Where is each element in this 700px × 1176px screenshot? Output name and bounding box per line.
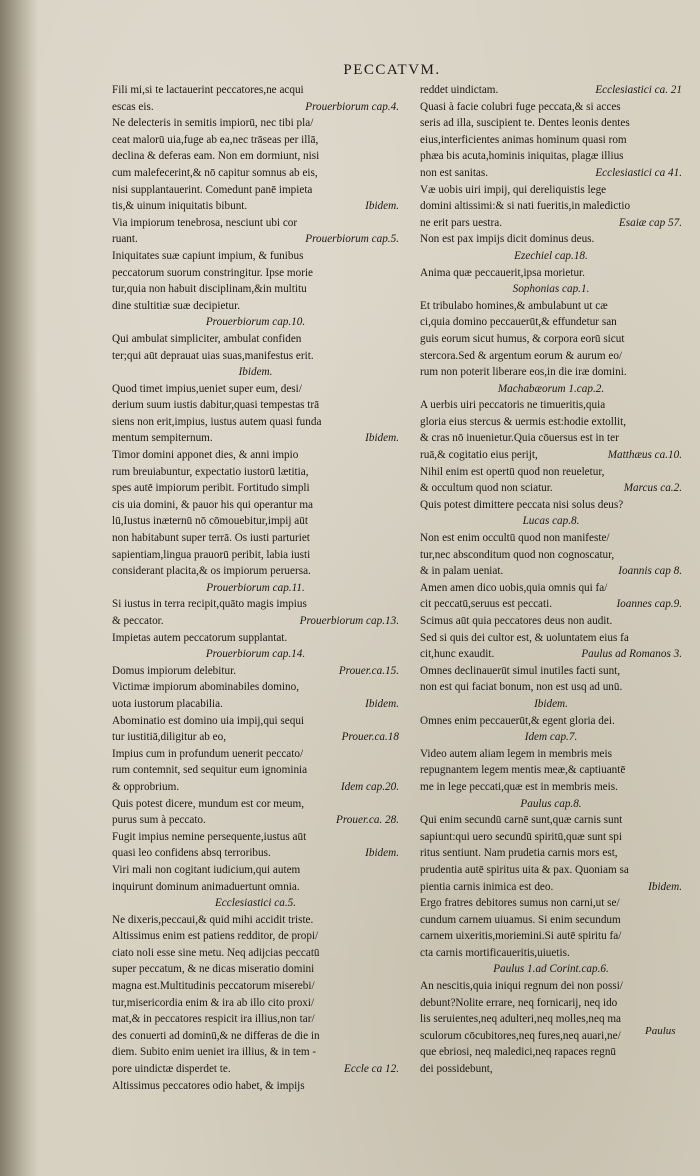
- text-line: [112, 314, 399, 331]
- text-line: [112, 928, 399, 945]
- text-line: [112, 348, 399, 365]
- line-text: declina & deferas eam. Non em dormiunt, nisi: [112, 150, 320, 163]
- text-line: [112, 879, 399, 896]
- text-line: [112, 1011, 399, 1028]
- line-text: quasi leo confidens absq terroribus.: [112, 847, 271, 860]
- text-line: [420, 364, 682, 381]
- page-gutter-shadow: [0, 0, 38, 1176]
- line-text: domini altissimi:& si nati fueritis,in maledictio: [420, 200, 631, 213]
- line-text: cis uia domini, & pauor his qui operantur ma: [112, 498, 314, 511]
- line-text: gloria eius stercus & uermis est:hodie extollit,: [420, 415, 626, 428]
- line-text: derium suum iustis dabitur,quasi tempestas trā: [112, 399, 320, 412]
- line-text: rum non poterit liberare eos,in die iræ domini.: [420, 366, 627, 379]
- text-line: [420, 265, 682, 282]
- text-line: [420, 430, 682, 447]
- line-text: dei possidebunt,: [420, 1063, 493, 1076]
- line-text: cum malefecerint,& nō capitur somnus ab eis,: [112, 166, 318, 179]
- text-line: [112, 231, 399, 248]
- text-line: [420, 82, 682, 99]
- text-line: [112, 364, 399, 381]
- scripture-reference: Prouerbiorum cap.14.: [205, 648, 306, 661]
- text-line: [112, 298, 399, 315]
- text-line: [112, 679, 399, 696]
- line-text: Nihil enim est opertū quod non reueletur,: [420, 465, 605, 478]
- line-text: peccatorum suorum constringitur. Ipse morie: [112, 266, 314, 279]
- line-text: Ne dixeris,peccaui,& quid mihi accidit triste.: [112, 913, 314, 926]
- text-line: [112, 430, 399, 447]
- text-line: [112, 563, 399, 580]
- scripture-reference: Ecclesiastici ca. 21: [595, 84, 682, 96]
- line-text: & in palam ueniat.: [420, 565, 504, 578]
- text-line: [112, 480, 399, 497]
- scripture-reference: Prouerbiorum cap.10.: [205, 316, 306, 329]
- line-text: inquirunt dominum animaduertunt omnia.: [112, 880, 300, 893]
- scripture-reference: Prouer.ca.18: [341, 731, 399, 744]
- text-line: [420, 115, 682, 132]
- line-text: pore uindictæ disperdet te.: [112, 1063, 231, 1076]
- line-text: Omnes enim peccauerūt,& egent gloria dei.: [420, 714, 615, 727]
- text-line: [420, 497, 682, 514]
- text-line: [420, 812, 682, 829]
- scripture-reference: Prouerbiorum cap.11.: [206, 581, 305, 594]
- text-line: [420, 912, 682, 929]
- line-text: A uerbis uiri peccatoris ne timueritis,quia: [420, 399, 606, 412]
- line-text: tis,& uinum iniquitatis bibunt.: [112, 200, 248, 213]
- scripture-reference: Ezechiel cap.18.: [514, 249, 588, 262]
- line-text: Victimæ impiorum abominabiles domino,: [112, 681, 300, 694]
- line-text: & peccator.: [112, 615, 164, 627]
- line-text: Quis potest dimittere peccata nisi solus deus?: [420, 498, 624, 511]
- text-line: [112, 497, 399, 514]
- scripture-reference: Lucas cap.8.: [522, 515, 580, 528]
- line-text: Amen amen dico uobis,quia omnis qui fa/: [420, 581, 608, 594]
- line-text: rum breuiabuntur, expectatio iustorū lætitia,: [112, 465, 309, 478]
- text-line: [112, 829, 399, 846]
- text-line: [112, 165, 399, 182]
- text-line: [112, 746, 399, 763]
- catchword: Paulus: [645, 1025, 676, 1037]
- text-line: [112, 198, 399, 215]
- line-text: & occultum quod non sciatur.: [420, 482, 553, 495]
- text-line: [112, 713, 399, 730]
- line-text: Video autem aliam legem in membris meis: [420, 747, 612, 760]
- line-text: Timor domini apponet dies, & anni impio: [112, 449, 299, 462]
- text-line: [420, 879, 682, 896]
- text-line: [420, 314, 682, 331]
- text-line: [420, 796, 682, 813]
- text-line: [420, 762, 682, 779]
- line-text: carnem uixeritis,moriemini.Si autē spiritu fa/: [420, 930, 622, 943]
- line-text: lū,Iustus inæternū nō cōmouebitur,impij aūt: [112, 515, 308, 528]
- line-text: Altissimus enim est patiens redditor, de propi/: [112, 930, 319, 943]
- line-text: Quasi à facie colubri fuge peccata,& si acces: [420, 100, 621, 113]
- line-text: tur,nec absconditum quod non cognoscatur,: [420, 548, 615, 561]
- text-line: [420, 829, 682, 846]
- text-line: [420, 480, 682, 497]
- text-line: [420, 746, 682, 763]
- line-text: ci,quia domino peccauerūt,& effundetur san: [420, 316, 617, 329]
- line-text: ciato noli esse sine metu. Neq adijcias peccatū: [112, 946, 320, 959]
- scripture-reference: Machabæorum 1.cap.2.: [497, 382, 605, 395]
- line-text: purus sum à peccato.: [112, 814, 206, 827]
- text-line: [112, 895, 399, 912]
- line-text: & opprobrium.: [112, 780, 180, 793]
- text-line: [420, 530, 682, 547]
- line-text: Scimus aūt quia peccatores deus non audit.: [420, 615, 613, 627]
- text-line: [420, 663, 682, 680]
- text-line: [112, 182, 399, 199]
- line-text: Ne delecteris in semitis impiorū, nec tibi pla/: [112, 117, 314, 130]
- line-text: ruā,& cogitatio eius perijt,: [420, 449, 538, 462]
- text-line: [420, 298, 682, 315]
- text-line: [112, 729, 399, 746]
- line-text: diem. Subito enim ueniet ira illius, & in tem -: [112, 1046, 317, 1059]
- text-line: [112, 148, 399, 165]
- line-text: Omnes declinauerūt simul inutiles facti sunt,: [420, 664, 621, 677]
- text-line: [420, 961, 682, 978]
- line-text: Iniquitates suæ capiunt impium, & funibus: [112, 249, 304, 262]
- scripture-reference: Matthæus ca.10.: [607, 449, 682, 462]
- line-text: Via impiorum tenebrosa, nesciunt ubi cor: [112, 216, 298, 229]
- scripture-reference: Ioannis cap 8.: [618, 565, 682, 578]
- text-line: [420, 696, 682, 713]
- text-line: [112, 596, 399, 613]
- line-text: des conuerti ad dominū,& ne differas de die in: [112, 1029, 320, 1042]
- text-line: [112, 961, 399, 978]
- line-text: me in lege peccati,quæ est in membris meis.: [420, 780, 618, 793]
- scripture-reference: Paulus ad Romanos 3.: [581, 648, 682, 661]
- line-text: Si iustus in terra recipit,quāto magis impius: [112, 598, 307, 611]
- line-text: sapientiam,lingua prauorū peribit, labia iusti: [112, 548, 311, 561]
- text-line: [112, 580, 399, 597]
- text-line: [420, 248, 682, 265]
- line-text: Impius cum in profundum uenerit peccato/: [112, 747, 304, 760]
- line-text: repugnantem legem mentis meæ,& captiuantē: [420, 764, 626, 777]
- text-line: [420, 995, 682, 1012]
- text-line: [420, 281, 682, 298]
- scripture-reference: Eccle ca 12.: [344, 1063, 399, 1076]
- scripture-reference: Prouer.ca. 28.: [336, 814, 399, 827]
- text-line: [420, 99, 682, 116]
- text-line: [420, 182, 682, 199]
- left-column: [112, 82, 399, 1094]
- line-text: sculorum cōcubitores,neq fures,neq auari,ne/: [420, 1029, 621, 1042]
- line-text: cit peccatū,seruus est peccati.: [420, 598, 553, 611]
- line-text: Væ uobis uiri impij, qui dereliquistis lege: [420, 183, 607, 196]
- line-text: tur,quia non habuit disciplinam,&in multitu: [112, 283, 307, 296]
- text-line: [420, 231, 682, 248]
- text-line: [112, 613, 399, 630]
- scripture-reference: Ioannes cap.9.: [616, 598, 682, 611]
- text-line: [112, 530, 399, 547]
- scripture-reference: Prouerbiorum cap.5.: [305, 233, 399, 246]
- text-line: [112, 464, 399, 481]
- text-line: [112, 995, 399, 1012]
- line-text: sapiunt:qui uero secundū spiritū,quæ sunt spi: [420, 830, 622, 843]
- text-line: [420, 132, 682, 149]
- scripture-reference: Ibidem.: [534, 697, 568, 710]
- text-line: [112, 331, 399, 348]
- line-text: Quod timet impius,ueniet super eum, desi/: [112, 382, 302, 395]
- text-line: [112, 663, 399, 680]
- scripture-reference: Ibidem.: [238, 366, 273, 379]
- scripture-reference: Ibidem.: [365, 847, 399, 860]
- line-text: stercora.Sed & argentum eorum & aurum eo/: [420, 349, 623, 362]
- text-line: [420, 945, 682, 962]
- text-line: [420, 895, 682, 912]
- text-line: [112, 447, 399, 464]
- scripture-reference: Sophonias cap.1.: [512, 283, 590, 296]
- line-text: Et tribulabo homines,& ambulabunt ut cæ: [420, 299, 608, 312]
- line-text: Qui enim secundū carnē sunt,quæ carnis sunt: [420, 814, 623, 827]
- scripture-reference: Marcus ca.2.: [623, 482, 682, 495]
- line-text: siens non erit,impius, iustus autem quasi funda: [112, 415, 322, 428]
- line-text: Non est enim occultū quod non manifeste/: [420, 532, 610, 545]
- text-line: [420, 596, 682, 613]
- text-line: [420, 862, 682, 879]
- line-text: que ebriosi, neq maledici,neq rapaces regnū: [420, 1046, 617, 1059]
- text-line: [420, 198, 682, 215]
- text-line: [112, 978, 399, 995]
- scripture-reference: Ibidem.: [648, 880, 682, 893]
- text-line: [420, 165, 682, 182]
- line-text: Fili mi,si te lactauerint peccatores,ne acqui: [112, 84, 304, 96]
- line-text: ter;qui aūt deprauat uias suas,manifestus erit.: [112, 349, 314, 362]
- text-line: [420, 331, 682, 348]
- line-text: non habitabunt super terrā. Os iusti parturiet: [112, 532, 310, 545]
- text-line: [420, 679, 682, 696]
- scripture-reference: Ecclesiastici ca.5.: [214, 897, 297, 910]
- line-text: Ergo fratres debitores sumus non carni,ut se/: [420, 897, 620, 910]
- scripture-reference: Esaiæ cap 57.: [618, 216, 682, 229]
- text-line: [112, 248, 399, 265]
- text-line: [112, 1028, 399, 1045]
- line-text: cundum carnem uiuamus. Si enim secundum: [420, 913, 621, 926]
- text-line: [420, 845, 682, 862]
- text-line: [420, 779, 682, 796]
- scripture-reference: Idem cap.7.: [524, 731, 578, 744]
- line-text: uota iustorum placabilia.: [112, 697, 223, 710]
- scripture-reference: Ibidem.: [365, 200, 399, 213]
- text-line: [112, 762, 399, 779]
- line-text: escas eis.: [112, 100, 154, 113]
- scripture-reference: Prouerbiorum cap.13.: [299, 615, 399, 627]
- line-text: non est sanitas.: [420, 166, 489, 179]
- text-line: [112, 397, 399, 414]
- text-line: [112, 1078, 399, 1095]
- line-text: guis eorum sicut humus, & corpora eorū sicut: [420, 332, 625, 345]
- line-text: seris ad illa, suscipient te. Dentes leonis dentes: [420, 117, 630, 130]
- text-line: [112, 99, 399, 116]
- text-line: [420, 646, 682, 663]
- text-line: [112, 862, 399, 879]
- line-text: non est qui faciat bonum, non est usq ad unū.: [420, 681, 623, 694]
- line-text: Altissimus peccatores odio habet, & impijs: [112, 1079, 305, 1092]
- text-line: [112, 82, 399, 99]
- text-line: [112, 414, 399, 431]
- text-line: [420, 547, 682, 564]
- line-text: & cras nō inuenietur.Quia cōuersus est in ter: [420, 432, 619, 445]
- text-line: [112, 115, 399, 132]
- line-text: nisi supplantauerint. Comedunt panē impieta: [112, 183, 313, 196]
- text-line: [112, 796, 399, 813]
- scripture-reference: Paulus 1.ad Corint.cap.6.: [493, 963, 609, 976]
- line-text: pientia carnis inimica est deo.: [420, 880, 554, 893]
- text-line: [420, 464, 682, 481]
- line-text: mentum sempiternum.: [112, 432, 213, 445]
- line-text: Abominatio est domino uia impij,qui sequi: [112, 714, 305, 727]
- text-line: [420, 397, 682, 414]
- text-line: [420, 1011, 682, 1028]
- right-column: [420, 82, 682, 1078]
- line-text: considerant placita,& os impiorum peruersa.: [112, 565, 311, 578]
- line-text: dine stultitiæ suæ decipietur.: [112, 299, 241, 312]
- line-text: cit,hunc exaudit.: [420, 648, 495, 661]
- text-line: [420, 928, 682, 945]
- line-text: Quis potest dicere, mundum est cor meum,: [112, 797, 305, 810]
- line-text: eius,interficientes animas hominum quasi rom: [420, 133, 627, 146]
- line-text: tur iustitiā,diligitur ab eo,: [112, 731, 227, 744]
- line-text: ne erit pars uestra.: [420, 216, 503, 229]
- text-line: [112, 630, 399, 647]
- text-line: [420, 1061, 682, 1078]
- scripture-reference: Paulus cap.8.: [520, 797, 582, 810]
- text-line: [420, 215, 682, 232]
- text-line: [420, 713, 682, 730]
- text-line: [420, 513, 682, 530]
- line-text: lis seruientes,neq adulteri,neq molles,neq ma: [420, 1013, 622, 1026]
- line-text: An nescitis,quia iniqui regnum dei non possi/: [420, 980, 623, 993]
- scripture-reference: Prouerbiorum cap.4.: [305, 100, 399, 113]
- line-text: debunt?Nolite errare, neq fornicarij, neq ido: [420, 996, 618, 1009]
- text-line: [420, 1028, 682, 1045]
- line-text: ritus sentiunt. Nam prudetia carnis mors est,: [420, 847, 618, 860]
- text-line: [112, 281, 399, 298]
- line-text: prudentia autē spiritus uita & pax. Quoniam sa: [420, 863, 629, 876]
- text-line: [420, 729, 682, 746]
- line-text: Viri mali non cogitant iudicium,qui autem: [112, 863, 301, 876]
- line-text: reddet uindictam.: [420, 84, 499, 96]
- scripture-reference: Prouer.ca.15.: [338, 664, 399, 677]
- text-line: [420, 348, 682, 365]
- text-line: [420, 447, 682, 464]
- text-line: [112, 779, 399, 796]
- text-line: [420, 563, 682, 580]
- line-text: Non est pax impijs dicit dominus deus.: [420, 233, 595, 246]
- line-text: ruant.: [112, 233, 138, 246]
- line-text: cta carnis mortificaueritis,uiuetis.: [420, 946, 570, 959]
- text-line: [112, 1061, 399, 1078]
- text-line: [112, 215, 399, 232]
- text-line: [420, 381, 682, 398]
- text-line: [112, 265, 399, 282]
- line-text: tur,misericordia enim & ira ab illo cito proxi/: [112, 996, 315, 1009]
- text-line: [112, 812, 399, 829]
- line-text: Sed si quis dei cultor est, & uoluntatem eius fa: [420, 631, 629, 644]
- line-text: Fugit impius nemine persequente,iustus aūt: [112, 830, 307, 843]
- running-head: PECCATVM.: [343, 62, 441, 78]
- line-text: magna est.Multitudinis peccatorum miserebi/: [112, 980, 315, 993]
- line-text: rum contemnit, sed sequitur eum ignominia: [112, 764, 308, 777]
- text-line: [420, 613, 682, 630]
- text-line: [420, 630, 682, 647]
- line-text: mat,& in peccatores respicit ira illius,non tar/: [112, 1013, 315, 1026]
- line-text: Qui ambulat simpliciter, ambulat confiden: [112, 332, 302, 345]
- text-line: [112, 1044, 399, 1061]
- text-line: [112, 646, 399, 663]
- text-line: [112, 696, 399, 713]
- text-line: [420, 580, 682, 597]
- text-line: [112, 912, 399, 929]
- line-text: super peccatum, & ne dicas miseratio domini: [112, 963, 315, 976]
- scripture-reference: Ecclesiastici ca 41.: [595, 166, 682, 179]
- text-line: [112, 381, 399, 398]
- text-line: [112, 547, 399, 564]
- text-line: [420, 148, 682, 165]
- scripture-reference: Idem cap.20.: [340, 780, 399, 793]
- text-line: [420, 1044, 682, 1061]
- line-text: spes autē impiorum peribit. Fortitudo simpli: [112, 482, 310, 495]
- line-text: Domus impiorum delebitur.: [112, 664, 236, 677]
- text-line: [112, 513, 399, 530]
- text-line: [420, 978, 682, 995]
- text-line: [112, 132, 399, 149]
- line-text: Anima quæ peccauerit,ipsa morietur.: [420, 266, 585, 279]
- text-line: [112, 845, 399, 862]
- line-text: ceat malorū uia,fuge ab ea,nec trāseas per illā,: [112, 133, 319, 146]
- scripture-reference: Ibidem.: [365, 432, 399, 445]
- scripture-reference: Ibidem.: [365, 697, 399, 710]
- line-text: Impietas autem peccatorum supplantat.: [112, 631, 288, 644]
- text-line: [112, 945, 399, 962]
- line-text: phæa bis acuta,hominis iniquitas, plagæ illius: [420, 150, 624, 163]
- text-line: [420, 414, 682, 431]
